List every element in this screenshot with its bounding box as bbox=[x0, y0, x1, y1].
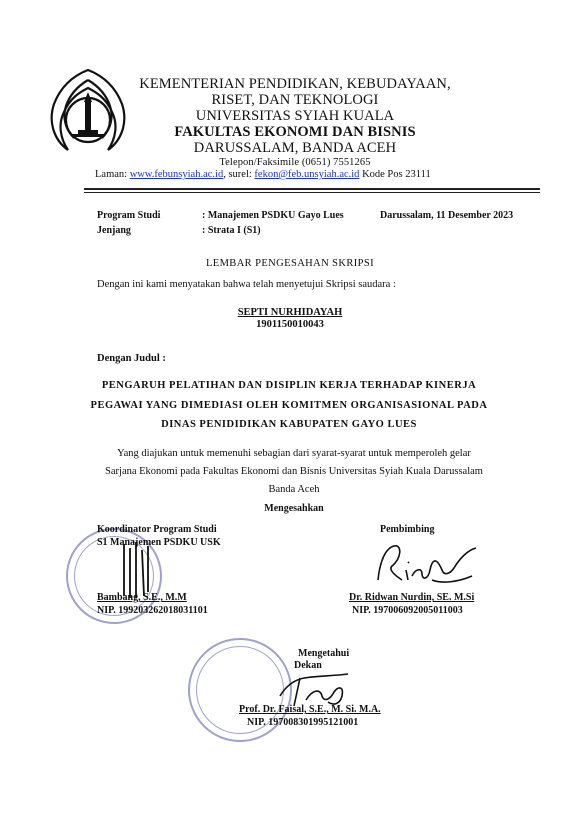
koordinator-nip: NIP. 199203262018031101 bbox=[97, 605, 208, 616]
dekan-title1: Mengetahui bbox=[298, 648, 350, 659]
prodi-value: : Manajemen PSDKU Gayo Lues bbox=[202, 210, 344, 221]
koordinator-title2: S1 Manajemen PSDKU USK bbox=[97, 537, 221, 548]
koordinator-signature bbox=[118, 540, 158, 600]
laman-label: Laman: bbox=[95, 169, 128, 180]
mengesahkan-label: Mengesahkan bbox=[264, 503, 324, 514]
pembimbing-name: Dr. Ridwan Nurdin, SE. M.Si bbox=[349, 592, 475, 603]
header-contact bbox=[95, 169, 535, 180]
student-name: SEPTI NURHIDAYAH bbox=[237, 307, 343, 318]
judul-label: Dengan Judul : bbox=[97, 353, 166, 364]
student-nim: 1901150010043 bbox=[256, 319, 324, 330]
jenjang-value: : Strata I (S1) bbox=[202, 225, 261, 236]
surel-label: , surel: bbox=[223, 169, 252, 180]
purpose-line2: Sarjana Ekonomi pada Fakultas Ekonomi dan Bisnis Universitas Syiah Kuala Darussalam bbox=[105, 466, 483, 477]
header-ministry-2: RISET, DAN TEKNOLOGI bbox=[211, 92, 379, 108]
document-title: LEMBAR PENGESAHAN SKRIPSI bbox=[205, 258, 375, 269]
thesis-title-line2: PEGAWAI YANG DIMEDIASI OLEH KOMITMEN ORGANISASIONAL PADA bbox=[90, 400, 488, 411]
header-faculty: FAKULTAS EKONOMI DAN BISNIS bbox=[174, 124, 416, 140]
header-university: UNIVERSITAS SYIAH KUALA bbox=[195, 108, 395, 124]
dekan-title2: Dekan bbox=[294, 660, 322, 671]
dekan-name: Prof. Dr. Faisal, S.E., M. Si. M.A. bbox=[239, 704, 381, 715]
pembimbing-title: Pembimbing bbox=[380, 524, 435, 535]
thesis-title-line1: PENGARUH PELATIHAN DAN DISIPLIN KERJA TERHADAP KINERJA bbox=[101, 380, 477, 391]
university-logo bbox=[42, 64, 134, 160]
thesis-title-line3: DINAS PENIDIDIKAN KABUPATEN GAYO LUES bbox=[161, 419, 417, 430]
postal-code: Kode Pos 23111 bbox=[362, 169, 431, 180]
pembimbing-nip: NIP. 197006092005011003 bbox=[352, 605, 463, 616]
koordinator-name: Bambang, S.E., M.M bbox=[97, 592, 187, 603]
jenjang-label: Jenjang bbox=[97, 225, 131, 236]
header-divider bbox=[84, 188, 540, 193]
header-ministry: KEMENTERIAN PENDIDIKAN, KEBUDAYAAN, bbox=[139, 76, 451, 92]
pembimbing-signature bbox=[372, 540, 482, 595]
koordinator-title1: Koordinator Program Studi bbox=[97, 524, 217, 535]
purpose-line3: Banda Aceh bbox=[268, 484, 320, 495]
document-date: Darussalam, 11 Desember 2023 bbox=[380, 210, 514, 221]
prodi-label: Program Studi bbox=[97, 210, 161, 221]
purpose-line1: Yang diajukan untuk memenuhi sebagian dari syarat-syarat untuk memperoleh gelar bbox=[117, 448, 471, 459]
intro-text: Dengan ini kami menyatakan bahwa telah menyetujui Skripsi saudara : bbox=[97, 279, 396, 290]
website-link[interactable]: www.febunsyiah.ac.id bbox=[129, 169, 224, 180]
header-city: DARUSSALAM, BANDA ACEH bbox=[193, 140, 397, 156]
header-phone: Telepon/Faksimile (0651) 7551265 bbox=[219, 157, 371, 168]
dekan-nip: NIP. 197008301995121001 bbox=[247, 717, 359, 728]
email-link[interactable]: fekon@feb.unsyiah.ac.id bbox=[254, 169, 360, 180]
